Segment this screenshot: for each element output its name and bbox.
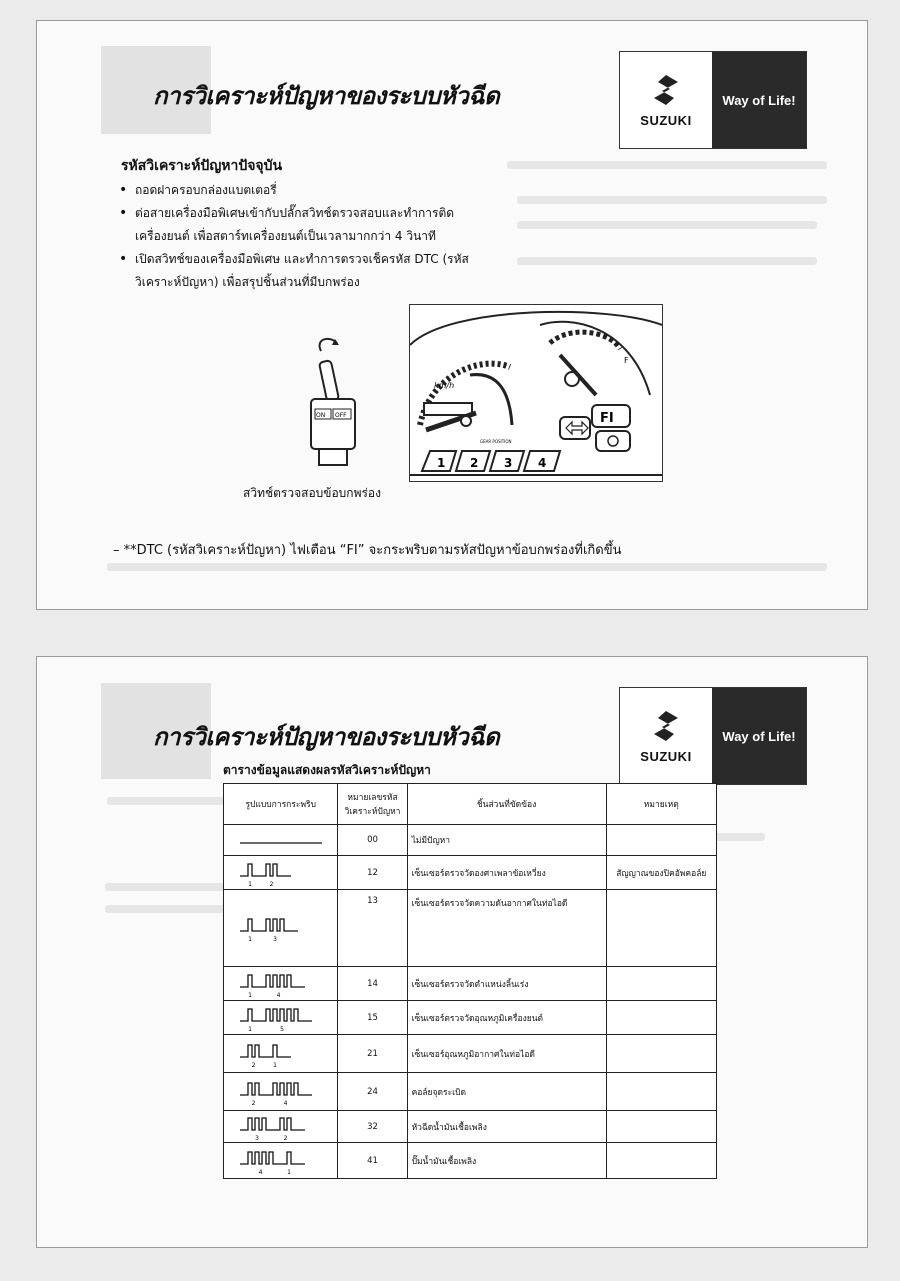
blink-pattern-cell [224,1143,338,1179]
pattern-digit-label: 3 [254,1134,259,1142]
gear-position-label: GEAR POSITION [480,439,512,444]
suzuki-logo [619,687,807,785]
table-row [224,856,717,890]
pattern-digit-label: 4 [276,991,281,999]
part-cell: หัวฉีดน้ำมันเชื้อเพลิง [407,1111,606,1143]
remark-cell: สัญญาณของปิคอัพคอล์ย [606,856,716,890]
code-cell: 24 [338,1073,407,1111]
part-cell: ปั๊มน้ำมันเชื้อเพลิง [407,1143,606,1179]
part-cell: คอล์ยจุดระเบิด [407,1073,606,1111]
switch-on-label: ON [316,412,326,419]
table-caption: ตารางข้อมูลแสดงผลรหัสวิเคราะห์ปัญหา [223,763,431,777]
blink-pattern-waveform [226,1039,336,1069]
blink-pattern-cell [224,1111,338,1143]
blink-pattern-cell [224,1035,338,1073]
pattern-digit-label: 1 [247,880,252,888]
meter-panel-illustration [409,304,663,482]
gear-1-label: 1 [437,456,446,470]
logo-slogan: Way of Life! [722,728,796,744]
table-header-row [224,784,717,825]
table-row [224,967,717,1001]
remark-cell [606,967,716,1001]
gear-2-label: 2 [470,456,479,470]
fi-indicator-label: FI [600,411,614,426]
table-row [224,1111,717,1143]
code-cell: 21 [338,1035,407,1073]
list-item: • ถอดฝาครอบกล่องแบตเตอรี่ [119,179,499,202]
remark-cell [606,825,716,856]
gear-3-label: 3 [504,456,513,470]
list-item: • เปิดสวิทช์ของเครื่องมือพิเศษ และทำการตรวจเช็ครหัส DTC (รหัส วิเคราะห์ปัญหา) เพื่อสรุปชิ้นส่วนที่มีบกพร่อง [119,248,499,294]
table-row [224,890,717,967]
suzuki-s-icon [648,709,684,743]
pattern-digit-label: 1 [272,1061,277,1069]
part-cell: เซ็นเซอร์ตรวจวัดความดันอากาศในท่อไอดี [407,890,606,967]
blink-pattern-cell [224,856,338,890]
remark-cell [606,1073,716,1111]
switch-off-label: OFF [335,412,347,419]
page-title: การวิเคราะห์ปัญหาของระบบหัวฉีด [153,82,500,110]
logo-brand: SUZUKI [640,748,692,764]
meter-drawing [410,305,662,481]
part-cell: เซ็นเซอร์ตรวจวัดอุณหภูมิเครื่องยนต์ [407,1001,606,1035]
speed-unit-label: km/h [434,381,455,390]
code-cell: 00 [338,825,407,856]
table-row [224,1073,717,1111]
blink-pattern-cell [224,967,338,1001]
column-header: รูปแบบการกระพริบ [224,784,338,825]
code-cell: 14 [338,967,407,1001]
ghost-text-bleed [105,905,225,913]
blink-pattern-cell [224,825,338,856]
blink-pattern-cell [224,1001,338,1035]
ghost-text-bleed [105,883,225,891]
pattern-digit-label: 3 [272,936,277,943]
pattern-digit-label: 2 [269,880,274,888]
page-title: การวิเคราะห์ปัญหาของระบบหัวฉีด [153,723,500,751]
list-item: • ต่อสายเครื่องมือพิเศษเข้ากับปลั๊กสวิทช์ตรวจสอบและทำการติด เครื่องยนต์ เพื่อสตาร์ทเครื่องยนต์เป็นเวลามากกว่า 4 วินาที [119,202,499,248]
section-heading: รหัสวิเคราะห์ปัญหาปัจจุบัน [121,158,283,174]
pattern-digit-label: 1 [286,1168,291,1176]
ghost-text-bleed [517,257,817,265]
remark-cell [606,1001,716,1035]
suzuki-s-icon [648,73,684,107]
ghost-text-bleed [517,221,817,229]
slide-1 [36,20,868,610]
column-header: หมายเลขรหัส วิเคราะห์ปัญหา [338,784,407,825]
code-cell: 41 [338,1143,407,1179]
blink-pattern-cell [224,1073,338,1111]
logo-brand: SUZUKI [640,112,692,128]
pattern-digit-label: 1 [247,991,252,999]
table-row [224,1035,717,1073]
dtc-note: – **DTC (รหัสวิเคราะห์ปัญหา) ไฟเตือน “FI” จะกระพริบตามรหัสปัญหาข้อบกพร่องที่เกิดขึ้น [113,543,622,558]
table-row [224,825,717,856]
pattern-digit-label: 2 [283,1134,288,1142]
blink-pattern-waveform [226,969,336,999]
blink-pattern-waveform [226,1077,336,1107]
ghost-text-bleed [107,563,827,571]
switch-caption: สวิทช์ตรวจสอบข้อบกพร่อง [243,486,381,500]
pattern-digit-label: 4 [258,1168,263,1176]
table-row [224,1001,717,1035]
gear-4-label: 4 [538,456,547,470]
code-cell: 13 [338,890,407,967]
dtc-table [223,783,717,1179]
remark-cell [606,890,716,967]
blink-pattern-waveform [226,1112,336,1142]
pattern-digit-label: 2 [251,1061,256,1069]
code-cell: 12 [338,856,407,890]
blink-pattern-waveform [226,913,336,943]
fuel-f-label: F [624,356,629,365]
procedure-list [119,179,499,294]
slide-2 [36,656,868,1248]
pattern-digit-label: 4 [283,1099,288,1107]
part-cell: เซ็นเซอร์ตรวจวัดองศาเพลาข้อเหวี่ยง [407,856,606,890]
blink-pattern-waveform [226,1003,336,1033]
blink-pattern-cell [224,890,338,967]
remark-cell [606,1035,716,1073]
logo-slogan: Way of Life! [722,92,796,108]
suzuki-logo [619,51,807,149]
blink-pattern-waveform [226,858,336,888]
part-cell: เซ็นเซอร์ตรวจวัดตำแหน่งลิ้นเร่ง [407,967,606,1001]
pattern-digit-label: 1 [247,1025,252,1033]
pattern-digit-label: 2 [251,1099,256,1107]
table-row [224,1143,717,1179]
remark-cell [606,1143,716,1179]
pattern-digit-label: 5 [279,1025,284,1033]
ghost-text-bleed [507,161,827,169]
pattern-digit-label: 1 [247,936,252,943]
code-cell: 15 [338,1001,407,1035]
toggle-switch-illustration [299,331,369,471]
remark-cell [606,1111,716,1143]
column-header: หมายเหตุ [606,784,716,825]
blink-pattern-waveform [226,1146,336,1176]
code-cell: 32 [338,1111,407,1143]
blink-pattern-waveform [226,825,336,855]
part-cell: เซ็นเซอร์อุณหภูมิอากาศในท่อไอดี [407,1035,606,1073]
part-cell: ไม่มีปัญหา [407,825,606,856]
column-header: ชิ้นส่วนที่ขัดข้อง [407,784,606,825]
ghost-text-bleed [517,196,827,204]
